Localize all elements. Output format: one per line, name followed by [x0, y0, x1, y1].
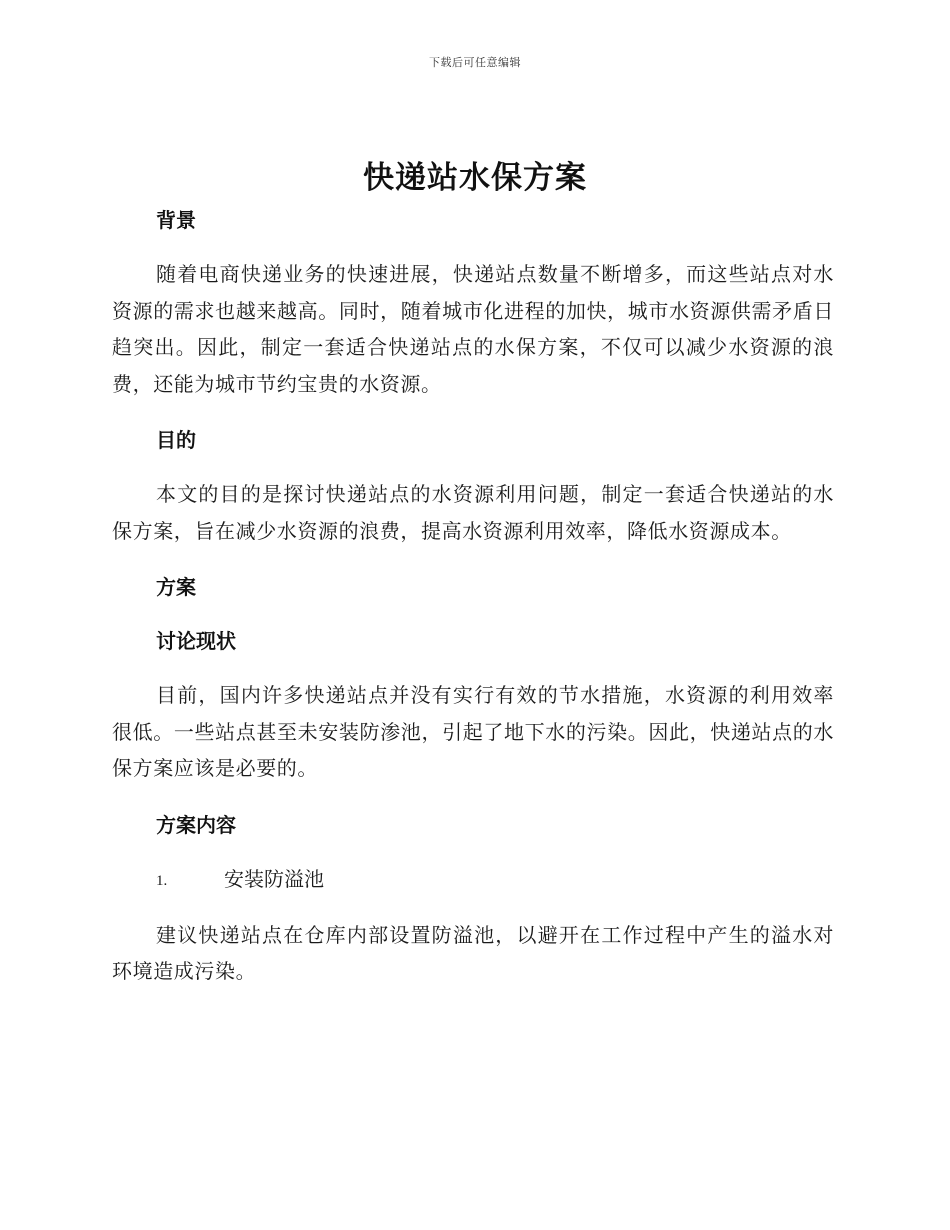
list-item-number: 1. — [156, 872, 168, 889]
status-heading: 讨论现状 — [156, 629, 236, 653]
purpose-paragraph: 本文的目的是探讨快递站点的水资源利用问题，制定一套适合快递站的水保方案，旨在减少水资源的浪费，提高水资源利用效率，降低水资源成本。 — [112, 482, 834, 543]
plan-heading: 方案 — [156, 575, 196, 599]
document-body — [112, 202, 834, 990]
status-paragraph: 目前，国内许多快递站点并没有实行有效的节水措施，水资源的利用效率很低。一些站点甚至未安装防渗池，引起了地下水的污染。因此，快递站点的水保方案应该是必要的。 — [112, 683, 834, 780]
background-heading: 背景 — [156, 208, 196, 232]
purpose-heading: 目的 — [156, 428, 196, 452]
content-heading: 方案内容 — [156, 812, 236, 837]
page-title: 快递站水保方案 — [363, 160, 587, 196]
background-paragraph: 随着电商快递业务的快速进展，快递站点数量不断增多，而这些站点对水资源的需求也越来越高。同时，随着城市化进程的加快，城市水资源供需矛盾日趋突出。因此，制定一套适合快递站点的水保方案，不仅可以减少水资源的浪费，还能为城市节约宝贵的水资源。 — [112, 262, 834, 396]
item1-paragraph: 建议快递站点在仓库内部设置防溢池，以避开在工作过程中产生的溢水对环境造成污染。 — [112, 922, 834, 983]
header-note: 下载后可任意编辑 — [429, 56, 521, 69]
list-item — [112, 861, 834, 899]
list-item-label: 安装防溢池 — [224, 866, 324, 891]
